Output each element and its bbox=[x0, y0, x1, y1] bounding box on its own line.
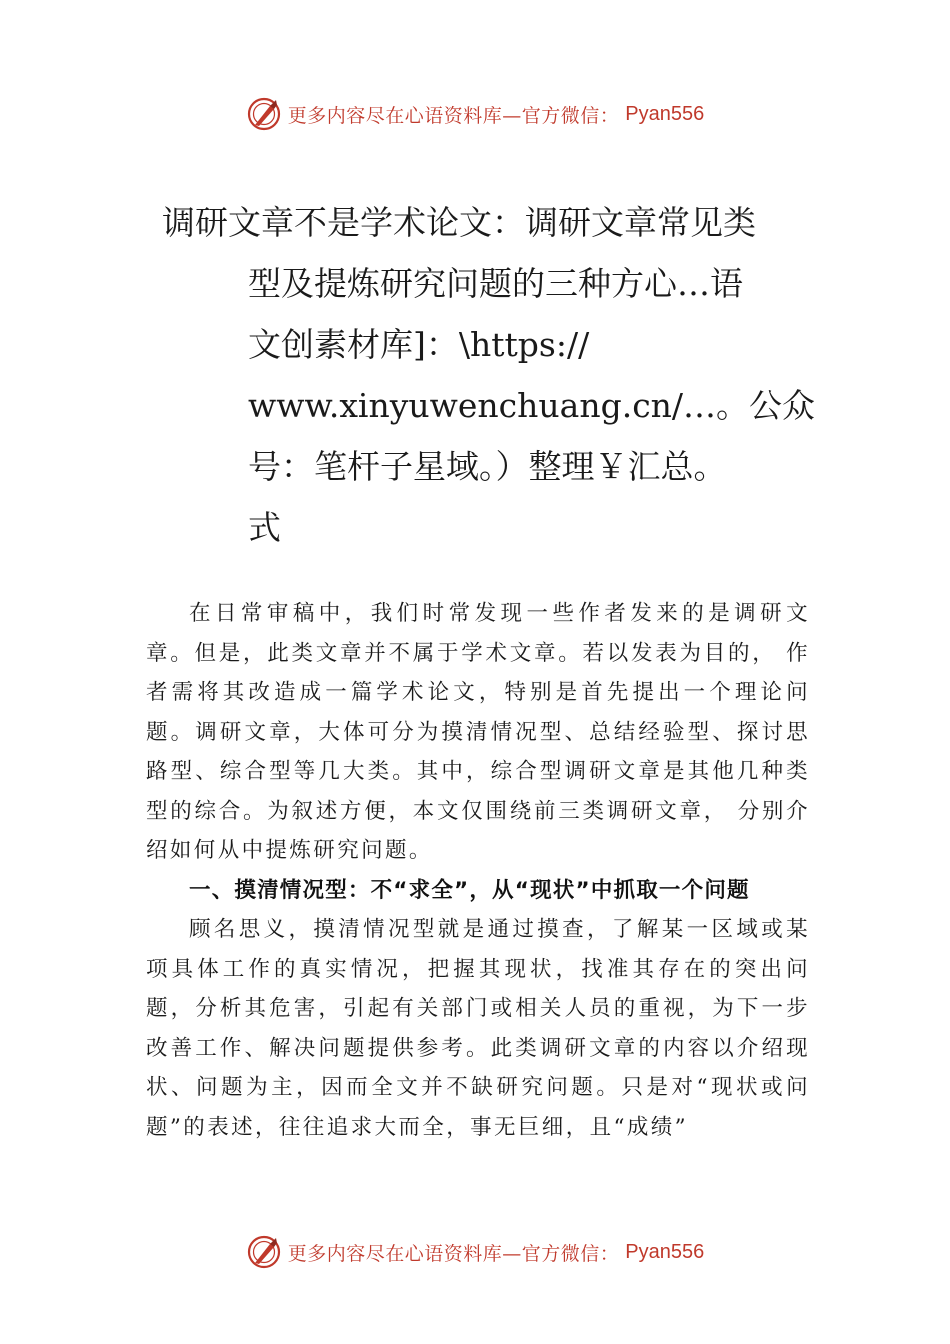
quill-logo-icon bbox=[246, 1234, 282, 1270]
watermark-header bbox=[0, 94, 950, 134]
watermark-text: 更多内容尽在心语资料库—官方微信： bbox=[287, 1242, 620, 1265]
title-line: 调研文章不是学术论文：调研文章常见类 bbox=[162, 203, 756, 242]
title-line: 文创素材库]：\https:// bbox=[248, 325, 590, 364]
quill-logo-icon bbox=[246, 96, 282, 132]
wechat-id: Pyan556 bbox=[625, 1240, 705, 1263]
title-line: 号：笔杆子星域。）整理￥汇总。 bbox=[248, 447, 727, 486]
title-line: 型及提炼研究问题的三种方心…语 bbox=[248, 264, 743, 303]
section-paragraph: 顾名思义，摸清情况型就是通过摸查，了解某一区域或某项具体工作的真实情况，把握其现状，找准其存在的突出问题，分析其危害，引起有关部门或相关人员的重视，为下一步改善工作、解决问题提供参考。此类调研文章的内容以介绍现状、问题为主，因而全文并不缺研究问题。只是对“现状或问题”的表述，往往追求大而全，事无巨细，且“成绩” bbox=[146, 917, 810, 1140]
watermark-text: 更多内容尽在心语资料库—官方微信： bbox=[287, 104, 620, 127]
wechat-id: Pyan556 bbox=[625, 102, 705, 125]
section-heading: 一、摸清情况型：不“求全”，从“现状”中抓取一个问题 bbox=[189, 877, 750, 903]
document-title bbox=[150, 192, 816, 558]
watermark-footer bbox=[0, 1232, 950, 1272]
document-body bbox=[146, 594, 810, 1147]
title-line: 式 bbox=[248, 508, 281, 547]
title-line: www.xinyuwenchuang.cn/…。公众 bbox=[248, 386, 816, 425]
intro-paragraph: 在日常审稿中，我们时常发现一些作者发来的是调研文章。但是，此类文章并不属于学术文章。若以发表为目的， 作者需将其改造成一篇学术论文，特别是首先提出一个理论问题。调研文章，大体可分为摸清情况型、总结经验型、探讨思路型、综合型等几大类。其中，综合型调研文章是其他几种类型的综合。为叙述方便，本文仅围绕前三类调研文章， 分别介绍如何从中提炼研究问题。 bbox=[146, 601, 810, 863]
